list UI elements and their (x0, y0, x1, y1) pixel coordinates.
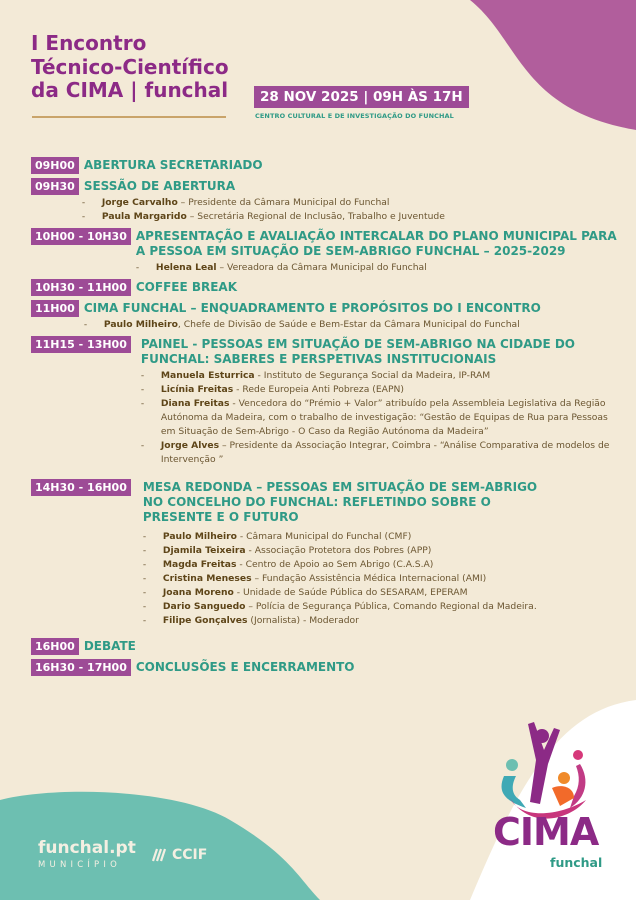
venue-label: CENTRO CULTURAL E DE INVESTIGAÇÃO DO FUNCHAL (255, 112, 454, 120)
agenda-item (31, 228, 621, 275)
speaker: - Joana Moreno - Unidade de Saúde Pública do SESARAM, EPERAM (143, 586, 551, 600)
agenda-title: CIMA FUNCHAL – ENQUADRAMENTO E PROPÓSITOS DO I ENCONTRO (83, 301, 541, 315)
speaker: - Paulo Milheiro, Chefe de Divisão de Saúde e Bem-Estar da Câmara Municipal do Funchal (84, 318, 621, 332)
agenda-item (31, 157, 621, 174)
funchal-municipio-logo (38, 838, 136, 870)
speaker: - Djamila Teixeira - Associação Protetora dos Pobres (APP) (143, 544, 551, 558)
agenda-title: CONCLUSÕES E ENCERRAMENTO (135, 660, 355, 674)
agenda-title: APRESENTAÇÃO E AVALIAÇÃO INTERCALAR DO PLANO MUNICIPAL PARA A PESSOA EM SITUAÇÃO DE SEM-ABRIGO FUNCHAL – 2025-2029 (135, 229, 617, 258)
speaker: - Paula Margarido – Secretária Regional de Inclusão, Trabalho e Juventude (82, 210, 621, 224)
agenda-item (31, 659, 621, 676)
date-time-badge: 28 NOV 2025 | 09H ÀS 17H (254, 86, 469, 108)
agenda-time: 11H00 (31, 300, 79, 317)
speaker: - Filipe Gonçalves (Jornalista) - Moderador (143, 614, 551, 628)
speaker: - Helena Leal – Vereadora da Câmara Municipal do Funchal (136, 261, 621, 275)
title-underline (32, 116, 226, 118)
agenda (31, 157, 621, 680)
agenda-time: 16H30 - 17H00 (31, 659, 131, 676)
agenda-item (31, 336, 621, 467)
agenda-title: MESA REDONDA – PESSOAS EM SITUAÇÃO DE SEM-ABRIGO NO CONCELHO DO FUNCHAL: REFLETINDO SOBRE O PRESENTE E O FUTURO (142, 480, 538, 524)
cima-logo-subtitle: funchal (550, 855, 603, 870)
ccif-logo (152, 847, 207, 863)
ccif-text: CCIF (172, 847, 208, 863)
agenda-time: 09H30 (31, 178, 79, 195)
agenda-time: 10H00 - 10H30 (31, 228, 131, 245)
title-line-3: da CIMA | funchal (31, 78, 229, 102)
title-line-2: Técnico-Científico (31, 54, 229, 79)
speaker: - Diana Freitas - Vencedora do “Prémio + Valor” atribuído pela Assembleia Legislativa da Região Autónoma da Madeira, com o trabalho de investigação: “Gestão de Equipas de Rua para Pessoas em Situação de Sem-Abrigo - O Caso da Região Autónoma da Madeira” (141, 397, 621, 439)
cima-logo-text: CIMA (493, 810, 599, 854)
agenda-time: 14H30 - 16H00 (31, 479, 131, 496)
speaker-list (84, 318, 621, 332)
agenda-item (31, 178, 621, 224)
agenda-time: 10H30 - 11H00 (31, 279, 131, 296)
speaker-list (82, 196, 621, 224)
agenda-title: COFFEE BREAK (135, 280, 238, 294)
agenda-item (31, 479, 621, 628)
speaker: - Manuela Esturrica - Instituto de Segurança Social da Madeira, IP-RAM (141, 369, 621, 383)
speaker: - Paulo Milheiro - Câmara Municipal do Funchal (CMF) (143, 530, 551, 544)
speaker: - Cristina Meneses – Fundação Assistência Médica Internacional (AMI) (143, 572, 551, 586)
speaker-list (136, 261, 621, 275)
agenda-item (31, 300, 621, 332)
funchal-logo-text: funchal.pt (38, 838, 136, 858)
speaker: - Jorge Carvalho – Presidente da Câmara Municipal do Funchal (82, 196, 621, 210)
speaker-list (143, 530, 551, 628)
speaker: - Jorge Alves – Presidente da Associação Integrar, Coimbra - “Análise Comparativa de modelos de Intervenção ” (141, 439, 621, 467)
agenda-time: 16H00 (31, 638, 79, 655)
municipio-label: MUNICÍPIO (38, 860, 121, 870)
agenda-time: 11H15 - 13H00 (31, 336, 131, 353)
speaker: - Magda Freitas - Centro de Apoio ao Sem Abrigo (C.A.S.A) (143, 558, 551, 572)
agenda-item (31, 279, 621, 296)
speaker: - Licínia Freitas - Rede Europeia Anti Pobreza (EAPN) (141, 383, 621, 397)
agenda-title: ABERTURA SECRETARIADO (83, 158, 263, 172)
speaker-list (141, 369, 621, 467)
agenda-title: DEBATE (83, 639, 136, 653)
agenda-title: SESSÃO DE ABERTURA (83, 179, 236, 193)
event-title (31, 32, 229, 103)
ccif-stripes-icon (152, 848, 168, 862)
agenda-title: PAINEL - PESSOAS EM SITUAÇÃO DE SEM-ABRIGO NA CIDADE DO FUNCHAL: SABERES E PERSPETIVAS INSTITUCIONAIS (140, 337, 576, 366)
speaker: - Dario Sanguedo – Polícia de Segurança Pública, Comando Regional da Madeira. (143, 600, 551, 614)
agenda-time: 09H00 (31, 157, 79, 174)
title-line-1: I Encontro (31, 31, 147, 55)
agenda-item (31, 638, 621, 655)
